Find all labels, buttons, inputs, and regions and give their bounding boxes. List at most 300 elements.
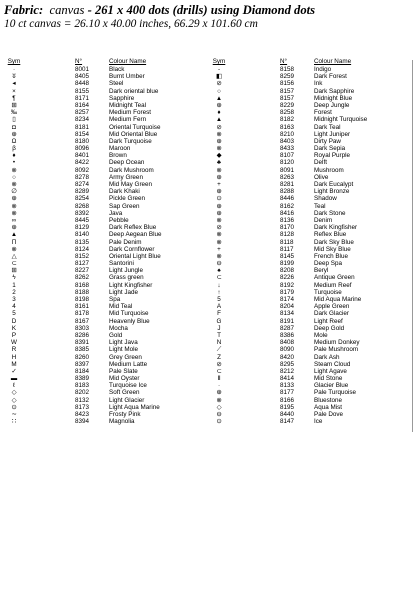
colour-name-cell: Denim: [314, 216, 333, 224]
colour-name-cell: Reflex Blue: [314, 231, 347, 239]
number-cell: 8257: [75, 109, 90, 117]
symbol-cell: ¶: [12, 94, 16, 102]
number-cell: 8135: [75, 238, 90, 246]
colour-name-cell: Pickle Green: [109, 195, 146, 203]
sym-header: Sym: [212, 58, 226, 65]
number-cell: 8258: [280, 109, 295, 117]
number-cell: 8445: [75, 216, 90, 224]
number-cell: 8286: [75, 331, 90, 339]
number-cell: 8288: [280, 188, 295, 196]
colour-name-cell: Dark Sepia: [314, 145, 346, 153]
colour-name-cell: Ice: [314, 418, 323, 426]
symbol-cell: ⊕: [216, 389, 222, 397]
number-cell: 8254: [75, 195, 90, 203]
number-cell: 8170: [280, 224, 295, 232]
number-cell: 8182: [280, 116, 295, 124]
symbol-cell: W: [11, 339, 17, 347]
symbol-cell: ∞: [11, 216, 17, 224]
number-cell: 8204: [280, 303, 295, 311]
number-cell: 8263: [280, 173, 295, 181]
number-cell: 8168: [75, 281, 90, 289]
symbol-cell: Ω: [11, 137, 17, 145]
symbol-cell: ↓: [217, 281, 221, 289]
colour-name-cell: Frosty Pink: [109, 411, 141, 418]
fabric-label: Fabric:: [4, 3, 44, 17]
chart-header: [4, 3, 414, 31]
colour-name-cell: Mid Aqua Marine: [314, 296, 362, 303]
number-cell: 8179: [280, 288, 295, 296]
colour-name-cell: Mid Turquoise: [109, 310, 149, 318]
symbol-cell: ∼: [11, 411, 17, 418]
symbol-cell: ∷: [11, 418, 16, 426]
symbol-cell: T: [217, 331, 221, 339]
number-cell: 8403: [280, 137, 295, 145]
symbol-cell: ◇: [11, 389, 17, 397]
symbol-cell: ⊗: [216, 238, 222, 246]
number-cell: 8092: [75, 166, 90, 174]
number-cell: 8128: [280, 231, 295, 239]
number-cell: 8229: [280, 101, 295, 109]
colour-name-cell: Light Bronze: [314, 188, 350, 196]
symbol-cell: ○: [217, 87, 221, 95]
colour-name-cell: Shadow: [314, 195, 337, 203]
colour-name-cell: Medium Donkey: [314, 339, 360, 347]
number-cell: 8287: [280, 324, 295, 332]
number-cell: 8278: [75, 173, 90, 181]
number-cell: 8440: [280, 411, 295, 418]
symbol-cell: D: [11, 317, 17, 325]
number-cell: 8177: [280, 389, 295, 397]
number-cell: 8166: [280, 396, 295, 404]
symbol-cell: ⟋: [216, 346, 222, 354]
symbol-cell: K: [11, 324, 17, 332]
symbol-cell: ✓: [11, 367, 17, 375]
symbol-cell: ⊂: [216, 274, 222, 282]
number-cell: 8129: [75, 224, 90, 232]
symbol-cell: ⊗: [11, 209, 17, 217]
colour-name-cell: Java: [109, 209, 123, 217]
colour-name-cell: Soft Green: [109, 389, 140, 397]
number-cell: 8262: [75, 274, 90, 282]
symbol-cell: 3: [12, 296, 16, 303]
symbol-cell: F: [217, 310, 221, 318]
colour-name-cell: Light Jungle: [109, 267, 143, 275]
colour-name-cell: Gold: [109, 331, 123, 339]
fabric-size: - 261 x 400 dots (drills) using Diamond dots: [87, 3, 316, 17]
symbol-cell: ‰: [10, 109, 18, 117]
colour-name-cell: Ink: [314, 80, 323, 88]
symbol-cell: Π: [11, 238, 17, 246]
symbol-cell: ⊕: [216, 209, 222, 217]
number-header: N°: [280, 58, 288, 65]
colour-name-cell: Antique Green: [314, 274, 355, 282]
number-cell: 8096: [75, 145, 90, 153]
symbol-cell: 2: [12, 288, 16, 296]
symbol-cell: Z: [217, 353, 221, 361]
symbol-cell: Ⅱ: [217, 375, 221, 383]
symbol-cell: +: [217, 181, 221, 188]
symbol-cell: ⊕: [11, 130, 17, 138]
number-cell: 8090: [280, 346, 295, 354]
colour-name-cell: Dark Turquoise: [109, 137, 152, 145]
colour-name-cell: Light Glacier: [109, 396, 145, 404]
colour-name-cell: Dark Sky Blue: [314, 238, 354, 246]
colour-name-cell: Glacier Blue: [314, 382, 349, 390]
number-cell: 8405: [75, 73, 90, 81]
colour-name-cell: Magnolia: [109, 418, 135, 426]
colour-name-cell: Indigo: [314, 66, 332, 73]
symbol-cell: ⊗: [216, 145, 222, 153]
number-cell: 8208: [280, 267, 295, 275]
number-cell: 8157: [280, 94, 295, 102]
colour-name-cell: Steam Cloud: [314, 360, 351, 368]
number-cell: 8420: [280, 353, 295, 361]
colour-name-cell: Mushroom: [314, 166, 344, 174]
number-cell: 8140: [75, 231, 90, 239]
symbol-cell: H: [11, 353, 17, 361]
number-cell: 8274: [75, 181, 90, 188]
colour-name-cell: Dark Khaki: [109, 188, 140, 196]
number-cell: 8118: [280, 238, 294, 246]
colour-name-cell: Light Kingfisher: [109, 281, 153, 289]
symbol-cell: 4: [12, 303, 16, 311]
symbol-cell: ⊖: [216, 260, 222, 268]
colour-name-cell: Black: [109, 66, 125, 73]
number-cell: 8162: [280, 202, 295, 210]
symbol-cell: ⊙: [11, 403, 17, 411]
number-cell: 8385: [75, 346, 90, 354]
number-cell: 8226: [280, 274, 295, 282]
symbol-cell: ⊗: [216, 252, 222, 260]
number-cell: 8408: [280, 339, 295, 347]
colour-name-cell: Medium Latte: [109, 360, 148, 368]
symbol-cell: ·: [12, 66, 16, 73]
colour-name-cell: Midnight Teal: [109, 101, 146, 109]
symbol-cell: ⊗: [216, 130, 222, 138]
number-cell: 8157: [280, 87, 295, 95]
symbol-cell: 5: [12, 310, 16, 318]
symbol-cell: ◇: [216, 403, 222, 411]
number-cell: 8163: [280, 123, 295, 131]
number-cell: 8124: [75, 245, 90, 253]
number-cell: 8158: [280, 66, 295, 73]
colour-name-cell: Olive: [314, 173, 329, 181]
colour-name-cell: Dirty Paw: [314, 137, 341, 145]
symbol-cell: ▲: [215, 94, 223, 102]
symbol-cell: ⊕: [216, 202, 222, 210]
colour-name-cell: Deep Gold: [314, 324, 345, 332]
symbol-cell: -: [217, 66, 221, 73]
fabric-line: [4, 3, 414, 18]
symbol-cell: β: [12, 145, 16, 153]
colour-name-cell: Spa: [109, 296, 121, 303]
colour-name-cell: Dark Kingfisher: [314, 224, 358, 232]
symbol-cell: ⊖: [216, 411, 222, 418]
colour-name-cell: Medium Reef: [314, 281, 352, 289]
symbol-cell: ⊕: [11, 224, 17, 232]
number-cell: 8154: [75, 130, 90, 138]
number-cell: 8173: [75, 403, 90, 411]
symbol-cell: ▲: [215, 116, 223, 124]
symbol-cell: ×: [12, 87, 16, 95]
symbol-cell: M: [11, 360, 17, 368]
symbol-cell: ▬: [10, 375, 18, 383]
colour-name-cell: Mid Oriental Blue: [109, 130, 158, 138]
number-cell: 8416: [280, 209, 295, 217]
symbol-cell: ◂: [12, 80, 16, 88]
symbol-cell: ⊕: [216, 188, 222, 196]
number-cell: 8268: [75, 202, 90, 210]
colour-name-cell: Forest: [314, 109, 332, 117]
number-cell: 8303: [75, 324, 90, 332]
colour-name-cell: Dark Reflex Blue: [109, 224, 157, 232]
symbol-cell: ⊞: [11, 101, 17, 109]
number-cell: 8117: [280, 245, 294, 253]
colour-name-cell: Dark Teal: [314, 123, 341, 131]
number-cell: 8391: [75, 339, 90, 347]
symbol-cell: N: [216, 339, 222, 347]
symbol-cell: ·: [217, 382, 221, 390]
number-cell: 8446: [280, 195, 295, 203]
symbol-cell: △: [11, 252, 17, 260]
colour-name-cell: Pebble: [109, 216, 129, 224]
number-cell: 8155: [75, 87, 90, 95]
number-cell: 8227: [75, 267, 90, 275]
colour-name-header: Colour Name: [109, 58, 147, 65]
colour-name-cell: Turquoise: [314, 288, 342, 296]
colour-name-cell: Mocha: [109, 324, 128, 332]
colour-name-cell: Dark Mushroom: [109, 166, 154, 174]
symbol-cell: G: [216, 317, 222, 325]
symbol-cell: ◧: [216, 73, 222, 81]
colour-name-cell: Light Jade: [109, 288, 139, 296]
symbol-cell: ⊗: [216, 216, 222, 224]
number-cell: 8107: [280, 152, 295, 160]
symbol-cell: P: [11, 331, 17, 339]
colour-name-cell: Oriental Turquoise: [109, 123, 161, 131]
colour-name-cell: Oriental Light Blue: [109, 252, 161, 260]
number-cell: 8389: [75, 375, 90, 383]
colour-name-cell: Grey Green: [109, 353, 142, 361]
number-cell: 8392: [75, 209, 90, 217]
colour-name-cell: Dark Glacier: [314, 310, 349, 318]
colour-name-cell: Light Reef: [314, 317, 343, 325]
page-edge-rule: [412, 60, 413, 432]
number-cell: 8202: [75, 389, 90, 397]
number-cell: 8161: [75, 303, 90, 311]
number-cell: 8192: [280, 281, 295, 289]
colour-name-cell: Dark Forest: [314, 73, 347, 81]
number-cell: 8281: [280, 181, 295, 188]
symbol-cell: 5: [217, 296, 221, 303]
number-cell: 8181: [75, 123, 90, 131]
symbol-cell: ⊘: [216, 123, 222, 131]
number-cell: 8001: [75, 66, 90, 73]
symbol-cell: ⊘: [216, 224, 222, 232]
symbol-cell: ℓ: [12, 382, 16, 390]
number-cell: 8127: [75, 260, 90, 268]
colour-name-cell: Mid Teal: [109, 303, 133, 311]
colour-name-cell: Sap Green: [109, 202, 140, 210]
symbol-cell: ♠: [217, 267, 221, 275]
colour-name-cell: Medium Fern: [109, 116, 147, 124]
colour-name-cell: Light Aqua Marine: [109, 403, 160, 411]
number-cell: 8174: [280, 296, 295, 303]
colour-name-cell: Dark Eucalypt: [314, 181, 354, 188]
colour-name-cell: Deep Jungle: [314, 101, 350, 109]
symbol-cell: ⊕: [216, 173, 222, 181]
colour-name-cell: Brown: [109, 152, 127, 160]
number-cell: 8210: [280, 130, 295, 138]
number-cell: 8394: [75, 418, 90, 426]
colour-name-cell: Aqua Mist: [314, 403, 342, 411]
colour-name-cell: Turquoise Ice: [109, 382, 147, 390]
symbol-cell: •: [12, 159, 16, 167]
number-cell: 8448: [75, 80, 90, 88]
number-cell: 8136: [280, 216, 295, 224]
number-cell: 8156: [280, 80, 295, 88]
symbol-cell: ⊂: [216, 367, 222, 375]
symbol-cell: A: [216, 303, 222, 311]
symbol-cell: ⊘: [216, 80, 222, 88]
number-cell: 8171: [75, 94, 90, 102]
symbol-cell: ⊙: [216, 418, 222, 426]
colour-name-cell: Light Juniper: [314, 130, 351, 138]
colour-name-cell: Mid May Green: [109, 181, 153, 188]
colour-name-cell: Maroon: [109, 145, 131, 153]
colour-name-header: Colour Name: [314, 58, 352, 65]
colour-name-cell: Light Java: [109, 339, 138, 347]
colour-name-cell: Midnight Turquoise: [314, 116, 368, 124]
symbol-cell: ϟ: [12, 274, 16, 282]
canvas-size-line: 10 ct canvas = 26.10 x 40.00 inches, 66.29 x 101.60 cm: [4, 18, 258, 30]
symbol-cell: ⊕: [216, 137, 222, 145]
number-cell: 8184: [75, 367, 90, 375]
colour-name-cell: Burnt Umber: [109, 73, 145, 81]
symbol-cell: ⊞: [11, 267, 17, 275]
symbol-cell: ∅: [11, 188, 17, 196]
colour-name-cell: Medium Forest: [109, 109, 151, 117]
colour-name-cell: Army Green: [109, 173, 143, 181]
colour-name-cell: Deep Ocean: [109, 159, 145, 167]
colour-name-cell: Steel: [109, 80, 124, 88]
colour-name-cell: Santorini: [109, 260, 134, 268]
sym-header: Sym: [7, 58, 21, 65]
colour-name-cell: Dark Stone: [314, 209, 346, 217]
number-cell: 8178: [75, 310, 90, 318]
symbol-cell: ⊕: [11, 195, 17, 203]
symbol-cell: ◆: [216, 152, 222, 160]
colour-name-cell: Pale Slate: [109, 367, 138, 375]
number-cell: 8167: [75, 317, 90, 325]
symbol-cell: ⊙: [216, 195, 222, 203]
colour-name-cell: Dark Cornflower: [109, 245, 155, 253]
number-cell: 8091: [280, 166, 295, 174]
number-cell: 8423: [75, 411, 90, 418]
number-cell: 8120: [280, 159, 295, 167]
number-cell: 8295: [280, 360, 295, 368]
colour-name-cell: Delft: [314, 159, 327, 167]
number-cell: 8134: [280, 310, 295, 318]
symbol-cell: +: [217, 245, 221, 253]
number-cell: 8422: [75, 159, 90, 167]
symbol-cell: ▲: [10, 231, 18, 239]
symbol-cell: ⊗: [11, 166, 17, 174]
colour-name-cell: Heavenly Blue: [109, 317, 150, 325]
number-cell: 8259: [280, 73, 295, 81]
number-cell: 8289: [75, 188, 90, 196]
symbol-cell: ▯: [12, 116, 16, 124]
colour-name-cell: Deep Spa: [314, 260, 343, 268]
colour-name-cell: Mole: [314, 331, 328, 339]
colour-name-cell: Bluestone: [314, 396, 343, 404]
colour-name-cell: Dark Sapphire: [314, 87, 355, 95]
symbol-cell: ⊗: [216, 231, 222, 239]
number-header: N°: [75, 58, 83, 65]
colour-name-cell: Beryl: [314, 267, 329, 275]
symbol-cell: ○: [12, 173, 16, 181]
colour-name-cell: Light Agave: [314, 367, 347, 375]
number-cell: 8133: [280, 382, 295, 390]
colour-name-cell: Midnight Blue: [314, 94, 353, 102]
symbol-cell: 1: [12, 281, 16, 289]
symbol-cell: ⊕: [216, 101, 222, 109]
colour-name-cell: Light Mole: [109, 346, 139, 354]
number-cell: 8401: [75, 152, 90, 160]
number-cell: 8414: [280, 375, 295, 383]
colour-name-cell: Pale Denim: [109, 238, 142, 246]
colour-name-cell: Mid Sky Blue: [314, 245, 351, 253]
number-cell: 8145: [280, 252, 295, 260]
fabric-text: canvas: [49, 3, 85, 17]
colour-name-cell: Sapphire: [109, 94, 135, 102]
colour-name-cell: Apple Green: [314, 303, 350, 311]
colour-name-cell: Pale Mushroom: [314, 346, 359, 354]
symbol-cell: ⊗: [11, 202, 17, 210]
number-cell: 8212: [280, 367, 295, 375]
symbol-cell: R: [11, 346, 17, 354]
symbol-cell: ⊗: [11, 181, 17, 188]
colour-name-cell: Mid Oyster: [109, 375, 140, 383]
number-cell: 8433: [280, 145, 295, 153]
symbol-cell: ◇: [11, 396, 17, 404]
colour-name-cell: Teal: [314, 202, 326, 210]
symbol-cell: ⊗: [11, 245, 17, 253]
number-cell: 8132: [75, 396, 90, 404]
colour-name-cell: Pale Turquoise: [314, 389, 357, 397]
number-cell: 8180: [75, 137, 90, 145]
number-cell: 8147: [280, 418, 295, 426]
colour-name-cell: French Blue: [314, 252, 348, 260]
colour-name-cell: Dark Ash: [314, 353, 340, 361]
number-cell: 8183: [75, 382, 90, 390]
symbol-cell: ⊘: [216, 360, 222, 368]
number-cell: 8234: [75, 116, 90, 124]
symbol-cell: ʬ: [12, 73, 16, 81]
number-cell: 8188: [75, 288, 90, 296]
colour-name-cell: Grass green: [109, 274, 144, 282]
symbol-cell: ⊂: [11, 260, 17, 268]
symbol-cell: ◘: [12, 123, 16, 131]
number-cell: 8164: [75, 101, 90, 109]
number-cell: 8386: [280, 331, 295, 339]
number-cell: 8199: [280, 260, 295, 268]
number-cell: 8152: [75, 252, 90, 260]
number-cell: 8397: [75, 360, 90, 368]
symbol-cell: ♦: [217, 109, 221, 117]
symbol-cell: ♦: [12, 152, 16, 160]
number-cell: 8191: [280, 317, 295, 325]
